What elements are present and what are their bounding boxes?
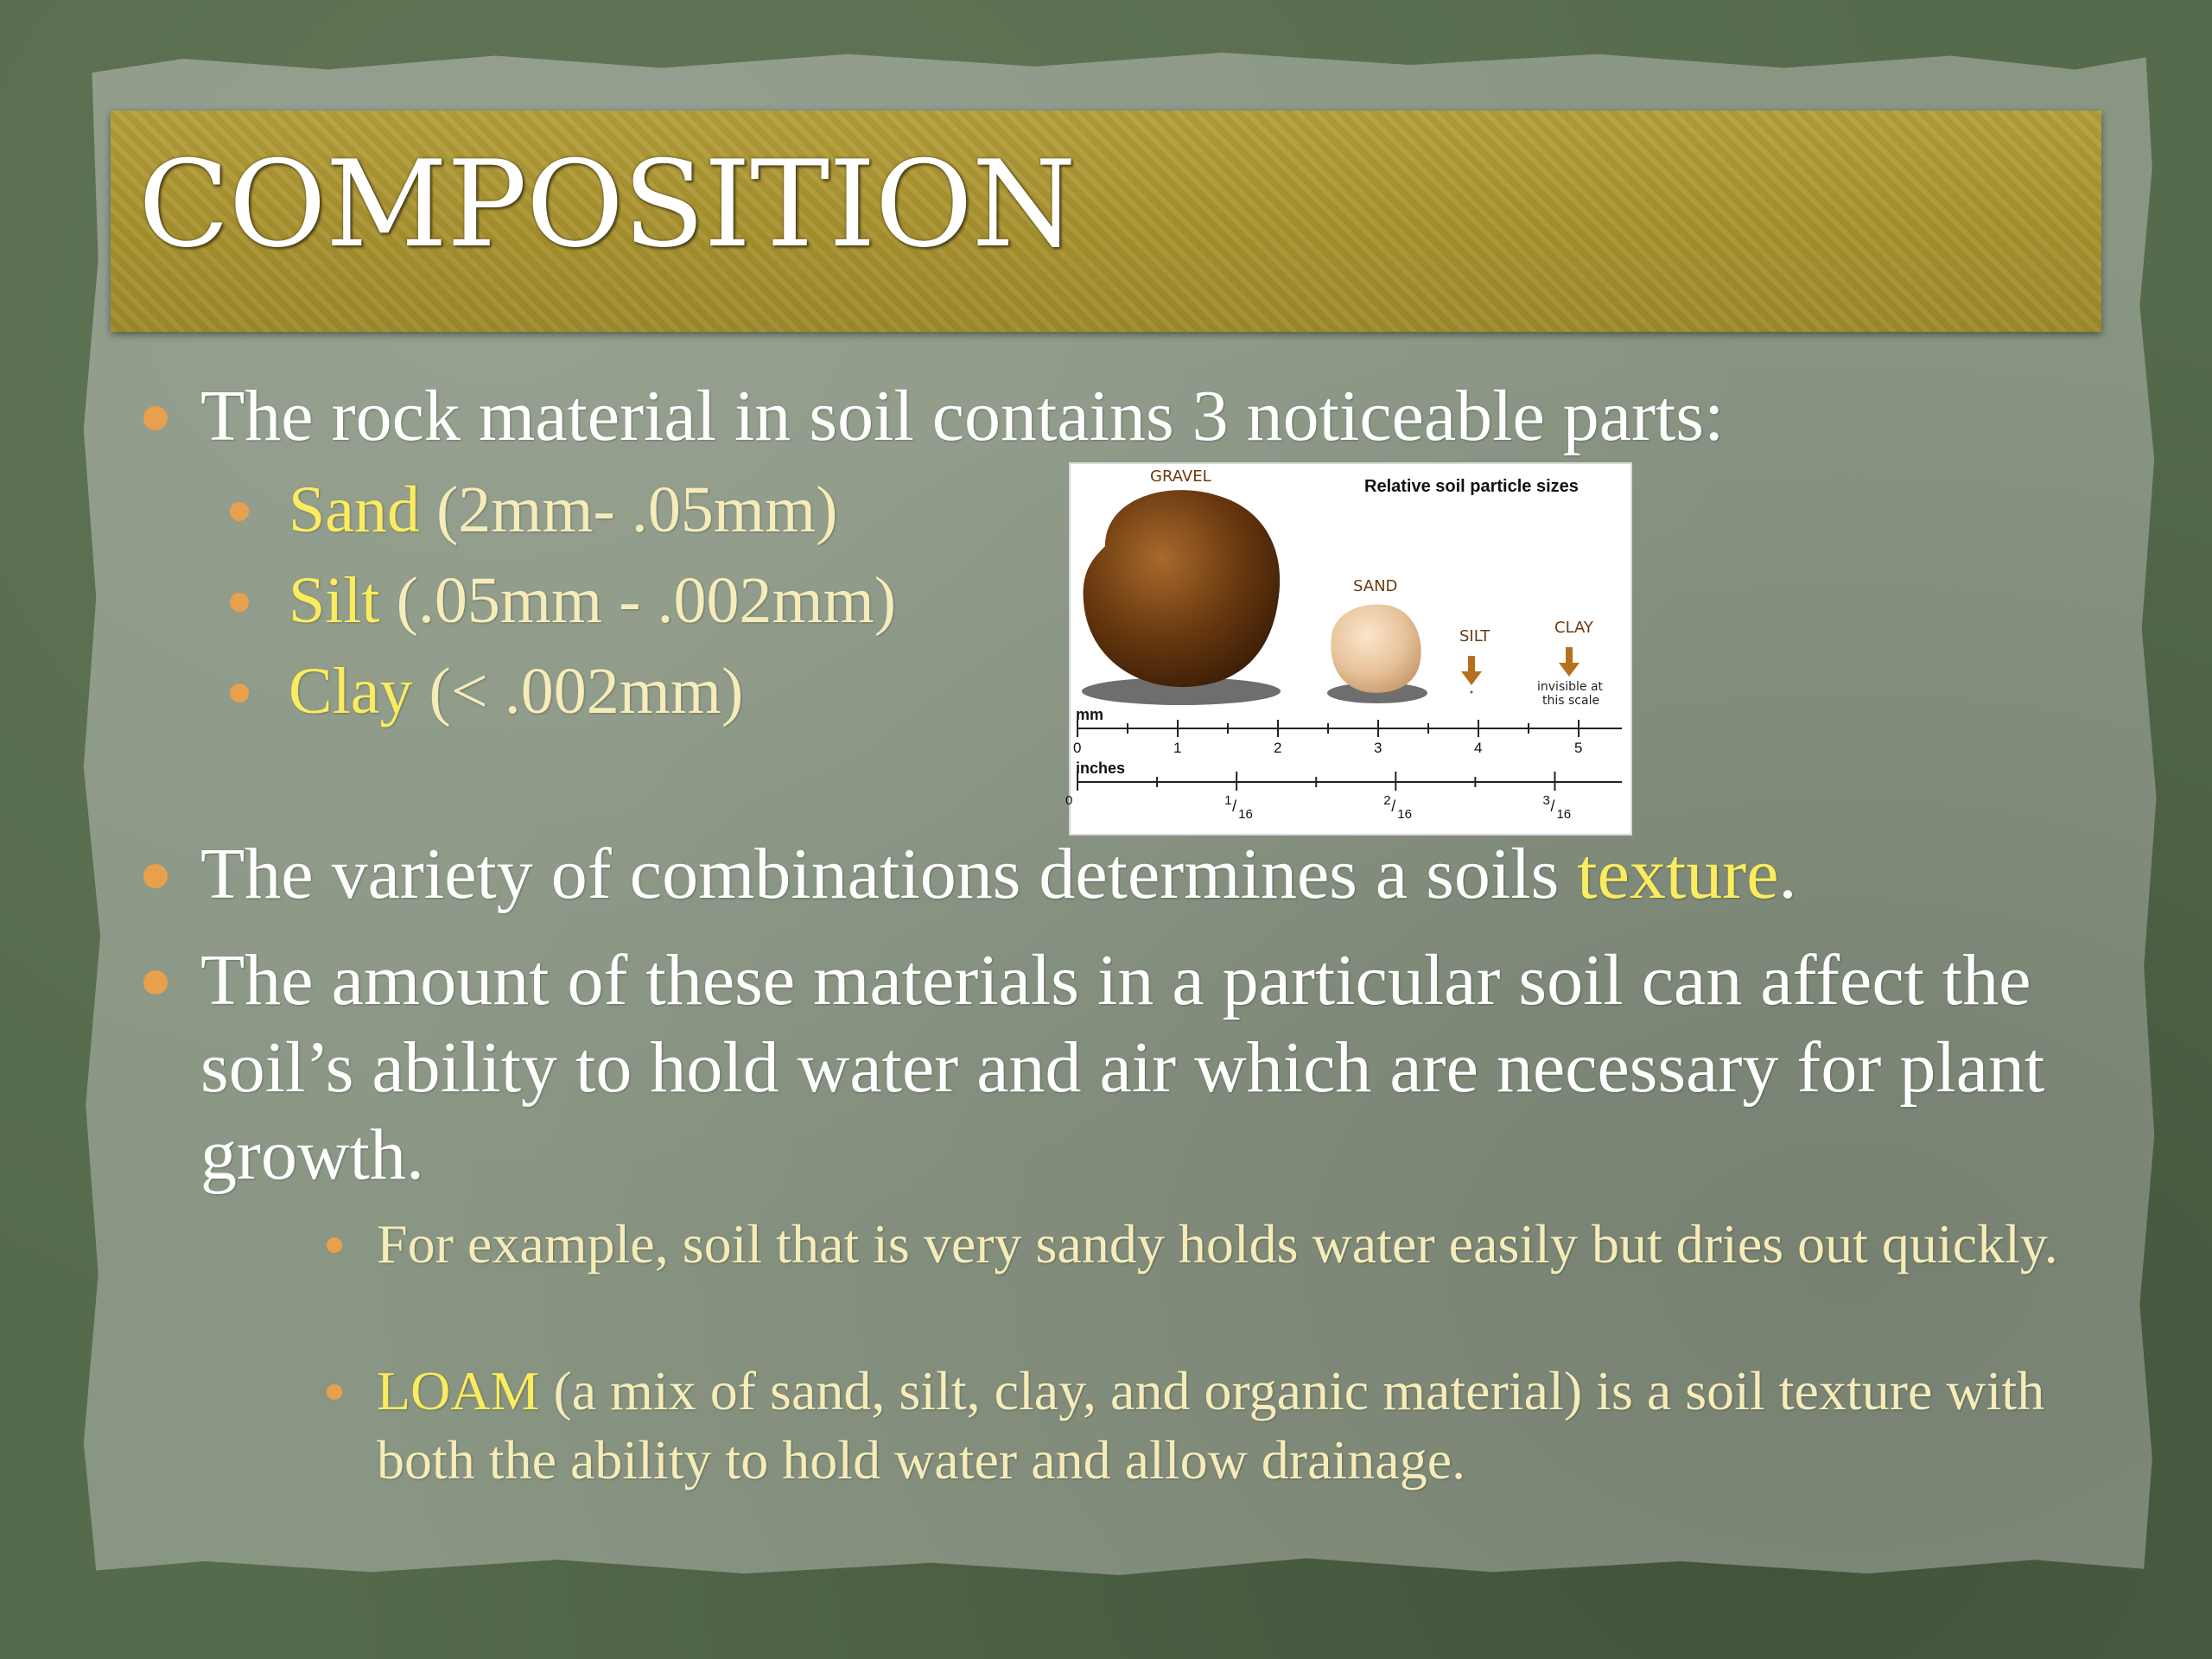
mm-tick-label: 1 [1173,740,1182,756]
bullet-text: The variety of combinations determines a soils [200,834,1578,914]
clay-note-line2: this scale [1542,694,1600,708]
term-texture: texture [1577,834,1779,914]
slide-title: COMPOSITION [138,135,1076,274]
sub-bullet-sand [289,471,837,550]
inch-axis-label: inches [1076,760,1126,777]
inch-tick-slash: / [1232,798,1237,815]
bullet-dot [230,502,249,521]
inch-axis-ticks [1065,772,1571,822]
bullet-materials-amount [200,938,2093,1198]
mm-tick-label: 4 [1474,740,1483,756]
bullet-dot [327,1237,342,1253]
title-bar [111,111,2101,332]
silt-arrow [1461,656,1482,685]
bullet-rock-material [200,373,1724,461]
term-silt: Silt [289,564,380,637]
sub-bullet-clay [289,652,743,731]
sand-label: SAND [1353,577,1398,595]
silt-label: SILT [1459,627,1491,645]
particle-size-figure [1065,462,1632,836]
inch-tick-numerator: 2 [1383,793,1391,808]
bullet-dot [327,1384,342,1400]
term-sand: Sand [289,474,420,546]
sub-bullet-sandy-example [377,1210,2070,1279]
bullet-text: The amount of these materials in a particular soil can affect the soil’s ability to hold water and air which are necessary for plant growth. [200,940,2045,1195]
silt-size-range: (.05mm - .002mm) [379,564,897,637]
clay-size-range: (< .002mm) [412,655,744,728]
sand-size-range: (2mm- .05mm) [420,474,838,546]
inch-tick-denominator: 16 [1238,807,1253,822]
bullet-dot [230,683,249,702]
loam-description: (a mix of sand, silt, clay, and organic material) is a soil texture with both the ability to hold water and allow drainage. [377,1360,2045,1491]
mm-axis-ticks [1073,720,1582,756]
bullet-text: The rock material in soil contains 3 noticeable parts: [200,376,1725,456]
figure-title: Relative soil particle sizes [1364,477,1579,496]
gravel-label: GRAVEL [1150,467,1211,486]
mm-tick-label: 5 [1574,740,1583,756]
mm-tick-label: 3 [1374,740,1382,756]
bullet-dot [143,970,168,995]
term-clay: Clay [289,655,413,728]
bullet-dot [143,864,168,888]
clay-label: CLAY [1554,619,1593,637]
inch-tick-slash: / [1391,798,1396,815]
clay-note-line1: invisible at [1537,680,1604,694]
mm-tick-label: 0 [1073,740,1082,756]
inch-tick-slash: / [1550,798,1555,815]
bullet-text: For example, soil that is very sandy holds water easily but dries out quickly. [377,1213,2058,1274]
bullet-text-end: . [1778,834,1797,914]
bullet-texture [200,831,1796,918]
term-loam: LOAM [377,1360,540,1421]
inch-tick-numerator: 3 [1542,793,1550,808]
sand-particle [1331,605,1421,693]
mm-tick-label: 2 [1274,740,1282,756]
inch-tick-denominator: 16 [1397,807,1412,822]
inch-tick-denominator: 16 [1556,807,1572,822]
silt-particle [1471,691,1473,694]
clay-arrow [1559,647,1580,677]
gravel-particle [1084,490,1281,687]
sub-bullet-silt [289,562,896,640]
mm-axis-label: mm [1076,706,1104,723]
inch-tick-numerator: 1 [1224,793,1232,808]
sub-bullet-loam [377,1357,2088,1495]
particle-size-diagram [1065,464,1627,830]
bullet-dot [230,593,249,612]
bullet-dot [143,406,168,430]
inch-tick-numerator: 0 [1065,793,1073,808]
